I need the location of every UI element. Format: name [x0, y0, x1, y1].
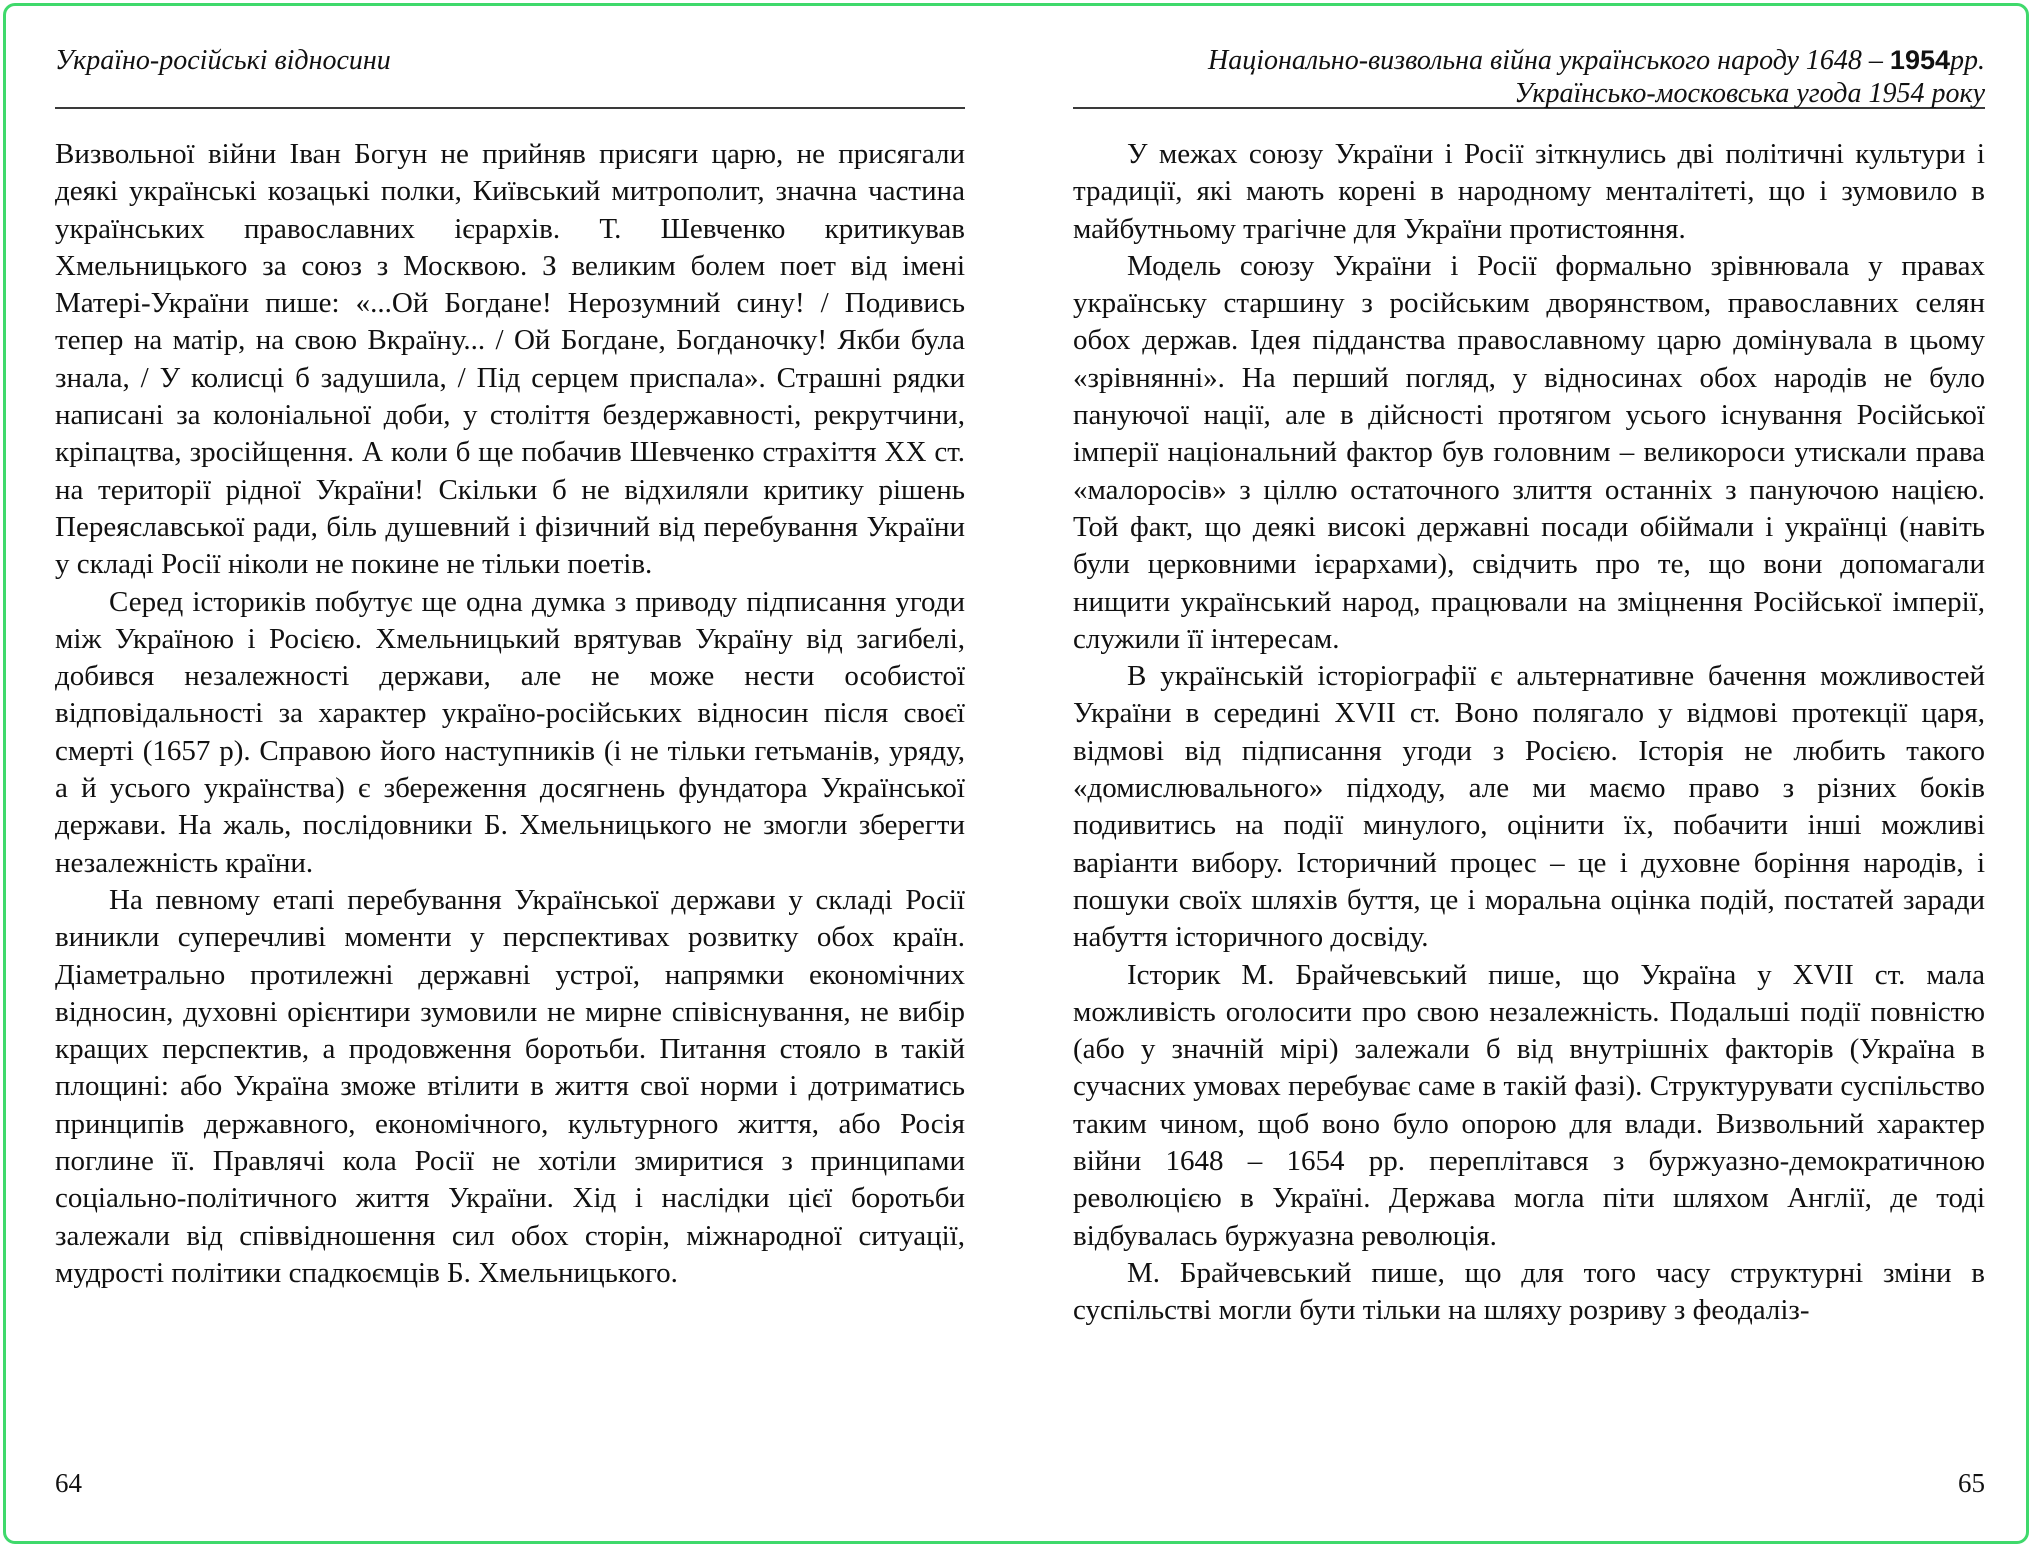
right-header-line1: [1073, 44, 1985, 77]
paragraph: У межах союзу України і Росії зіткнулись дві політичні культури і традиції, які мають корені в народному менталітеті, що і зумовило в майбутньому трагічне для України протистояння.: [1073, 138, 1985, 245]
paragraph: В українській історіографії є альтернативне бачення можливостей України в середині XVII ст. Воно полягало у відмові протекції царя, відмові від підписання угоди з Росією. Історія не любить такого «домислювального» підходу, але ми маємо право з різних боків подивитись на події минулого, оцінити їх, побачити інші можливі варіанти вибору. Історичний процес – це і духовне боріння народів, і пошуки своїх шляхів буття, це і моральна оцінка подій, постатей заради набуття історичного досвіду.: [1073, 660, 1985, 954]
left-body-text: [55, 136, 965, 1292]
right-header-line1-suffix: рр.: [1950, 45, 1985, 76]
paragraph: Модель союзу України і Росії формально зрівнювала у правах українську старшину з російським дворянством, православних селян обох держав. Ідея підданства православному царю домінувала в цьому «зрівнянні». На перший погляд, у відносинах обох народів не було пануючої нації, але в дійсності протягом усього існування Російської імперії національний фактор був головним – великороси утискали права «малоросів» з ціллю остаточного злиття останніх з пануючою нацією. Той факт, що деякі високі державні посади обіймали і українці (навіть були церковними ієрархами), свідчить про те, що вони допомагали нищити український народ, працювали на зміцнення Російської імперії, служили її інтересам.: [1073, 249, 1985, 655]
paragraph: М. Брайчевський пише, що для того часу структурні зміни в суспільстві могли бути тільки на шляху розриву з феодаліз-: [1073, 1256, 1985, 1327]
page-left: [55, 40, 965, 1510]
paragraph: Визвольної війни Іван Богун не прийняв присяги царю, не присягали деякі українські козацькі полки, Київський митрополит, значна частина українських православних ієрархів. Т. Шевченко критикував Хмельницького за союз з Москвою. З великим болем поет від імені Матері-України пише: «...Ой Богдане! Нерозумний сину! / Подивись тепер на матір, на свою Вкраїну... / Ой Богдане, Богданочку! Якби була знала, / У колисці б задушила, / Під серцем приспала». Страшні рядки написані за колоніальної доби, у століття бездержавності, рекрутчини, кріпацтва, зросійщення. А коли б ще побачив Шевченко страхіття ХХ ст. на території рідної України! Скільки б не відхиляли критику рішень Переяславської ради, біль душевний і фізичний від перебування України у складі Росії ніколи не покине не тільки поетів.: [55, 138, 965, 581]
paragraph: На певному етапі перебування Української держави у складі Росії виникли суперечливі моменти у перспективах розвитку обох країн. Діаметрально протилежні державні устрої, напрямки економічних відносин, духовні орієнтири зумовили не мирне співіснування, не вибір кращих перспектив, а продовження боротьби. Питання стояло в такій площині: або Україна зможе втілити в життя свої норми і дотриматись принципів державного, економічного, культурного життя, або Росія поглине її. Правлячі кола Росії не хотіли змиритися з принципами соціально-політичного життя України. Хід і наслідки цієї боротьби залежали від співвідношення сил обох сторін, міжнародної ситуації, мудрості політики спадкоємців Б. Хмельницького.: [55, 883, 965, 1289]
right-header-line2: Українсько-московська угода 1954 року: [1514, 78, 1985, 109]
left-header-title: Україно-російські відносини: [55, 45, 391, 76]
page-number-right: 65: [1958, 1468, 1985, 1498]
right-running-head: [1073, 40, 1985, 109]
right-body-text: [1073, 136, 1985, 1330]
left-running-head: [55, 40, 965, 109]
right-header-line1-prefix: Національно-визвольна війна українського народу 1648 –: [1207, 45, 1890, 76]
right-header-line1-bold: 1954: [1889, 45, 1950, 75]
page-right: [1073, 40, 1985, 1510]
page-number-left: 64: [55, 1468, 82, 1498]
paragraph: Серед істориків побутує ще одна думка з приводу підписання угоди між Україною і Росією. Хмельницький врятував Україну від загибелі, добився незалежності держави, але не може нести особистої відповідальності за характер україно-російських відносин після своєї смерті (1657 р). Справою його наступників (і не тільки гетьманів, уряду, а й усього українства) є збереження досягнень фундатора Української держави. На жаль, послідовники Б. Хмельницького не змогли зберегти незалежність країни.: [55, 585, 965, 879]
paragraph: Історик М. Брайчевський пише, що Україна у XVII ст. мала можливість оголосити про свою незалежність. Подальші події повністю (або у значній мірі) залежали б від внутрішніх факторів (Україна в сучасних умовах перебуває саме в такій фазі). Структурувати суспільство таким чином, щоб воно було опорою для влади. Визвольний характер війни 1648 – 1654 рр. переплітався з буржуазно-демократичною революцією в Україні. Держава могла піти шляхом Англії, де тоді відбувалась буржуазна революція.: [1073, 958, 1985, 1252]
